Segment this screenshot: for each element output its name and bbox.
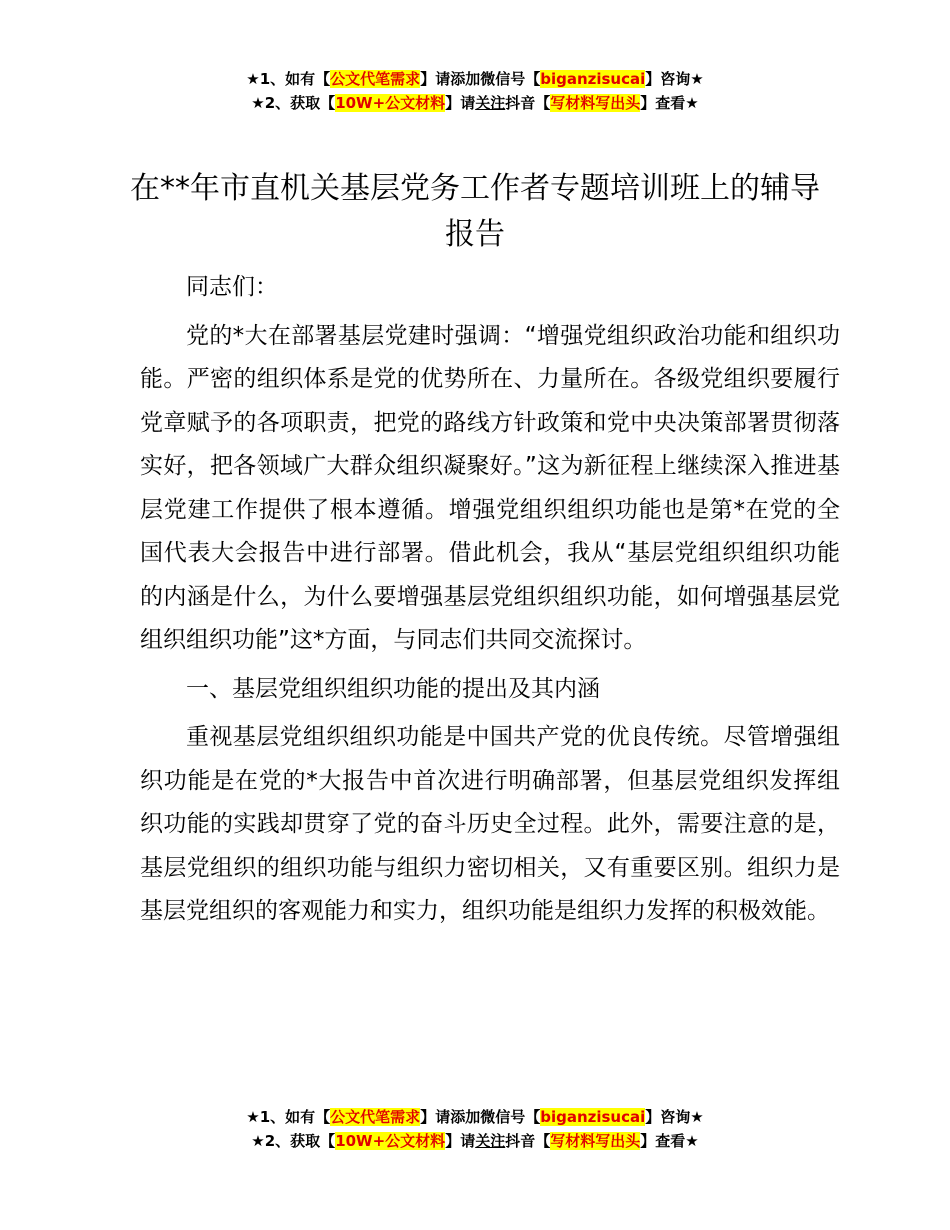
banner-text: 】请 [445, 1132, 476, 1150]
banner-highlight: 写材料写出头 [550, 94, 641, 112]
banner-text: 】查看★ [640, 1132, 699, 1150]
banner-line-2 [0, 1129, 950, 1153]
banner-highlight: biganzisucai [540, 1108, 646, 1126]
banner-text: 】咨询★ [645, 70, 704, 88]
section-heading: 一、基层党组织组织功能的提出及其内涵 [186, 675, 600, 702]
banner-highlight: 10W+公文材料 [335, 94, 446, 112]
banner-line-1 [0, 1105, 950, 1129]
paragraph: 党的*大在部署基层党建时强调：“增强党组织政治功能和组织功能。严密的组织体系是党的优势所在、力量所在。各级党组织要履行党章赋予的各项职责，把党的路线方针政策和党中央决策部署贯彻落实好，把各领域广大群众组织凝聚好。”这为新征程上继续深入推进基层党建工作提供了根本遵循。增强党组织组织功能也是第*在党的全国代表大会报告中进行部署。借此机会，我从“基层党组织组织功能的内涵是什么，为什么要增强基层党组织组织功能，如何增强基层党组织组织功能”这*方面，与同志们共同交流探讨。 [140, 322, 840, 653]
banner-text: 抖音【 [505, 1132, 551, 1150]
top-banner [0, 67, 950, 115]
banner-text: 】请 [445, 94, 476, 112]
banner-underline: 关注 [475, 1132, 506, 1150]
document-title: 在**年市直机关基层党务工作者专题培训班上的辅导报告 [130, 171, 820, 252]
banner-text: 抖音【 [505, 94, 551, 112]
bottom-banner [0, 1105, 950, 1153]
banner-text: 】请添加微信号【 [420, 70, 541, 88]
banner-highlight: 写材料写出头 [550, 1132, 641, 1150]
document-body [140, 266, 840, 934]
banner-text: ★2、获取【 [251, 1132, 336, 1150]
banner-text: 】请添加微信号【 [420, 1108, 541, 1126]
banner-text: ★1、如有【 [246, 70, 331, 88]
banner-text: ★2、获取【 [251, 94, 336, 112]
banner-highlight: biganzisucai [540, 70, 646, 88]
banner-underline: 关注 [475, 94, 506, 112]
banner-highlight: 公文代笔需求 [330, 1108, 421, 1126]
banner-line-2 [0, 91, 950, 115]
paragraph: 重视基层党组织组织功能是中国共产党的优良传统。尽管增强组织功能是在党的*大报告中首次进行明确部署，但基层党组织发挥组织功能的实践却贯穿了党的奋斗历史全过程。此外，需要注意的是，基层党组织的组织功能与组织力密切相关，又有重要区别。组织力是基层党组织的客观能力和实力，组织功能是组织力发挥的积极效能。 [140, 724, 840, 924]
banner-text: ★1、如有【 [246, 1108, 331, 1126]
banner-text: 】查看★ [640, 94, 699, 112]
banner-line-1 [0, 67, 950, 91]
banner-highlight: 公文代笔需求 [330, 70, 421, 88]
banner-highlight: 10W+公文材料 [335, 1132, 446, 1150]
banner-text: 】咨询★ [645, 1108, 704, 1126]
salutation: 同志们： [186, 274, 278, 300]
